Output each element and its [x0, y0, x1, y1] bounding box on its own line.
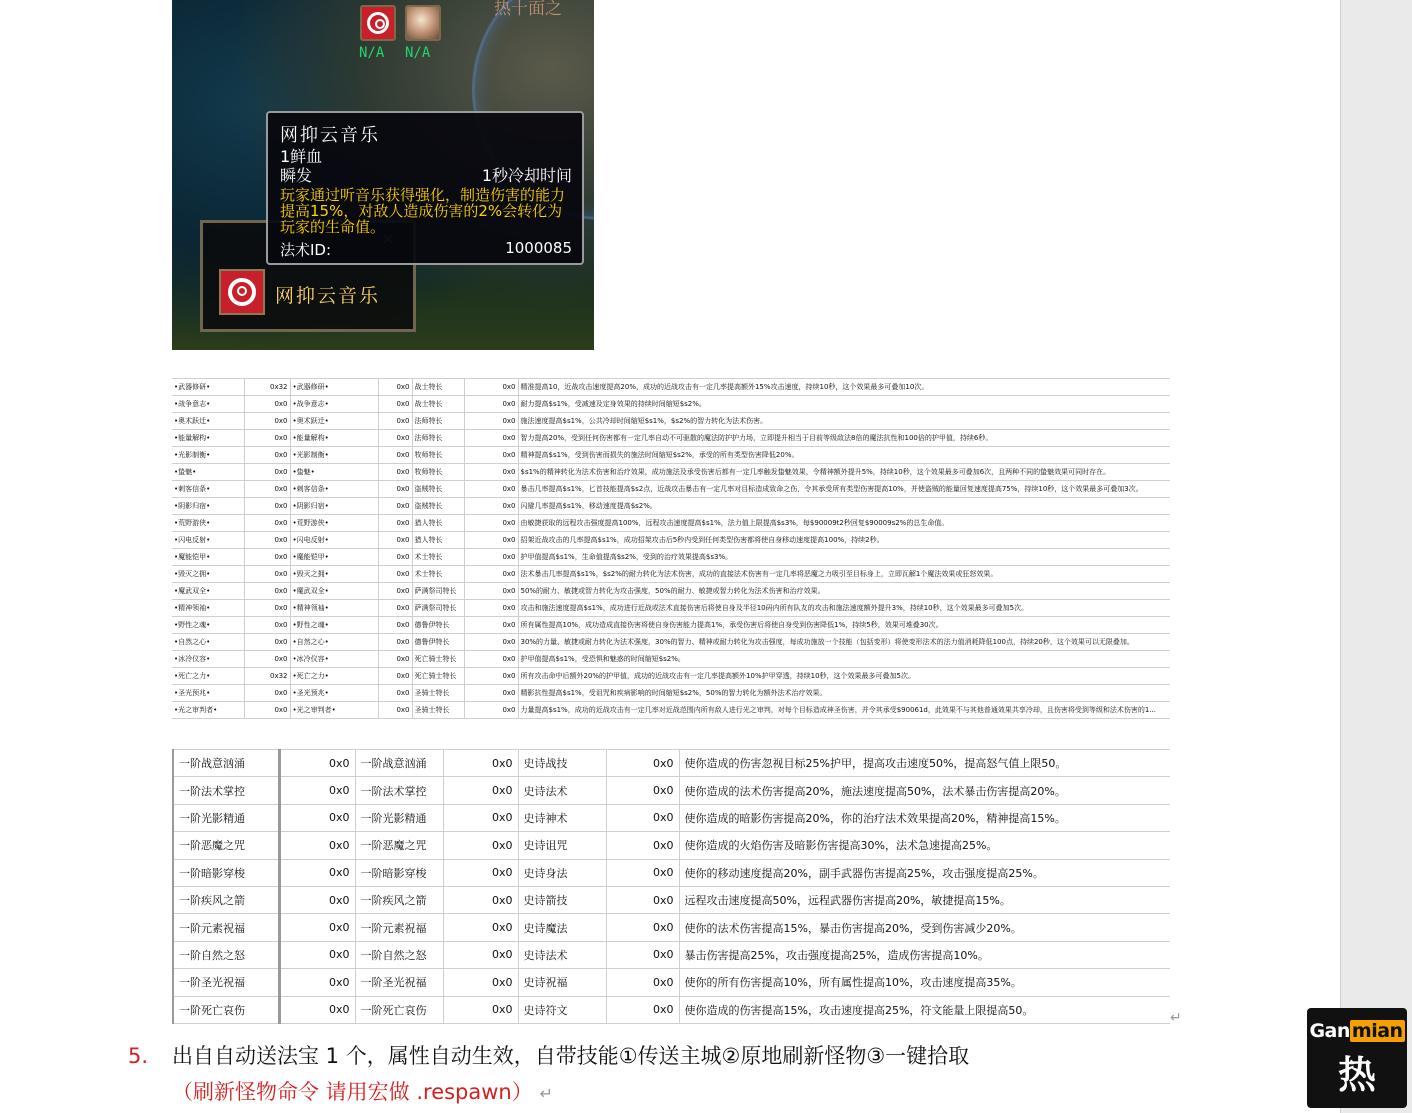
table-cell: 0x0	[279, 804, 355, 831]
table-cell: 使你的所有伤害提高10%，所有属性提高10%，攻击速度提高35%。	[679, 969, 1170, 996]
list-text-line1: 出自自动送法宝 1 个，属性自动生效，自带技能①传送主城②原地刷新怪物③一键拾取	[172, 1044, 970, 1068]
table-row	[172, 651, 1170, 668]
table-cell: 使你造成的伤害提高15%，攻击速度提高25%，符文能量上限提高50。	[679, 996, 1170, 1023]
table-cell: 0x0	[378, 617, 412, 634]
table-cell: •圣光预兆•	[172, 685, 244, 702]
table-cell: 0x0	[378, 379, 412, 396]
tooltip-cast-time: 瞬发	[280, 166, 313, 185]
table-cell: 0x0	[464, 532, 518, 549]
table-cell: 0x0	[378, 464, 412, 481]
table-cell: 0x0	[443, 832, 518, 859]
table-cell: •魔能铠甲•	[172, 549, 244, 566]
table-cell: 一阶疾风之箭	[355, 886, 443, 913]
table-cell: 史诗诅咒	[518, 832, 606, 859]
table-cell: •野性之魂•	[172, 617, 244, 634]
table-row	[172, 668, 1170, 685]
table-cell: 0x0	[464, 430, 518, 447]
table-cell: 死亡骑士特长	[412, 651, 464, 668]
table-cell: 护甲值提高$s1%，受恐惧和魅惑的时间缩短$s2%。	[518, 651, 1170, 668]
table-cell: 一阶暗影穿梭	[355, 859, 443, 886]
table-cell: 一阶死亡哀伤	[355, 996, 443, 1023]
table-cell: 史诗箭技	[518, 886, 606, 913]
table-cell: 0x0	[279, 886, 355, 913]
table-cell: 0x32	[244, 668, 290, 685]
table-cell: •光影制衡•	[172, 447, 244, 464]
table-cell: •能量解构•	[290, 430, 378, 447]
table-cell: 0x0	[279, 750, 355, 777]
table-cell: 0x0	[378, 566, 412, 583]
portrait-buff-icon[interactable]	[405, 5, 441, 41]
hud-banner-text: 热十面之	[494, 0, 562, 19]
tooltip-id-value: 1000085	[505, 239, 572, 257]
table-cell: 史诗神术	[518, 804, 606, 831]
buff-duration-label: N/A	[405, 45, 431, 61]
table-cell: •自然之心•	[172, 634, 244, 651]
table-cell: •蛰魅•	[172, 464, 244, 481]
table-cell: 0x0	[378, 651, 412, 668]
table-row	[172, 515, 1170, 532]
table-cell: 0x0	[378, 498, 412, 515]
table-cell: 牧师特长	[412, 464, 464, 481]
table-cell: 0x0	[378, 396, 412, 413]
table-cell: 牧师特长	[412, 447, 464, 464]
table-cell: 0x0	[443, 914, 518, 941]
table-row	[172, 600, 1170, 617]
table-cell: 由敏捷获取的远程攻击强度提高100%，远程攻击速度提高$s1%，法力值上限提高$s3%，每$90009t2秒回复$90009s2%的总生命值。	[518, 515, 1170, 532]
table-cell: 萨满祭司特长	[412, 600, 464, 617]
table-cell: •光之审判者•	[290, 702, 378, 719]
table-cell: 0x0	[378, 481, 412, 498]
table-cell: 一阶战意汹涌	[355, 750, 443, 777]
table-cell: •精神领袖•	[172, 600, 244, 617]
table-cell: 史诗法术	[518, 777, 606, 804]
table-cell: •闪电反射•	[172, 532, 244, 549]
table-cell: 死亡骑士特长	[412, 668, 464, 685]
table-row	[172, 464, 1170, 481]
table-cell: 0x0	[464, 413, 518, 430]
table-cell: 猎人特长	[412, 532, 464, 549]
table-cell: 精准提高10，近战攻击速度提高20%，成功的近战攻击有一定几率提高额外15%攻击速度，持续10秒，这个效果最多可叠加10次。	[518, 379, 1170, 396]
table-cell: 0x0	[378, 668, 412, 685]
table-row	[173, 996, 1170, 1023]
table-cell: •魔武双全•	[172, 583, 244, 600]
list-item	[128, 1038, 1328, 1112]
ganmian-logo	[1307, 1008, 1407, 1108]
table-cell: 萨满祭司特长	[412, 583, 464, 600]
table-row	[172, 617, 1170, 634]
table-cell: 0x0	[606, 996, 679, 1023]
table-cell: 一阶战意汹涌	[173, 750, 279, 777]
list-number: 5.	[128, 1044, 149, 1068]
table-cell: 0x0	[244, 396, 290, 413]
table-cell: 0x0	[378, 430, 412, 447]
table-cell: 0x0	[606, 941, 679, 968]
table-cell: 0x0	[606, 750, 679, 777]
table-cell: 法术暴击几率提高$s1%，$s2%的耐力转化为法术伤害，成功的直接法术伤害有一定几率将恶魔之力吸引至目标身上，立即瓦解1个魔法效果或狂怒效果。	[518, 566, 1170, 583]
table-cell: 0x0	[464, 600, 518, 617]
table-cell: 0x0	[464, 634, 518, 651]
viewer-margin	[1340, 0, 1412, 1113]
table-cell: 0x0	[443, 886, 518, 913]
table-cell: 0x0	[244, 430, 290, 447]
table-cell: 0x0	[244, 600, 290, 617]
table-cell: 法师特长	[412, 430, 464, 447]
table-row	[172, 430, 1170, 447]
table-cell: 猎人特长	[412, 515, 464, 532]
table-cell: 0x0	[606, 914, 679, 941]
table-cell: 0x0	[464, 481, 518, 498]
table-cell: 0x0	[464, 668, 518, 685]
table-cell: 0x0	[244, 447, 290, 464]
table-cell: 0x0	[244, 481, 290, 498]
table-row	[173, 750, 1170, 777]
table-cell: 使你的法术伤害提高15%，暴击伤害提高20%，受到伤害减少20%。	[679, 914, 1170, 941]
table-cell: 一阶法术掌控	[173, 777, 279, 804]
table-cell: 所有属性提高10%，成功造成直接伤害将使自身伤害能力提高1%，承受伤害后将使自身受到伤害降低1%，持续5秒，效果可堆叠30次。	[518, 617, 1170, 634]
table-cell: 30%的力量、敏捷或耐力转化为法术强度，30%的智力、精神或耐力转化为攻击强度，每成功施放一个技能（包括变形）将使变形法术的法力值消耗降低100点，持续20秒，这个效果可以无限叠加。	[518, 634, 1170, 651]
table-cell: 盗贼特长	[412, 498, 464, 515]
table-row	[173, 804, 1170, 831]
table-cell: •阴影归宿•	[290, 498, 378, 515]
table-cell: •荒野游侠•	[290, 515, 378, 532]
table-cell: 0x0	[606, 804, 679, 831]
table-cell: 0x0	[279, 941, 355, 968]
table-cell: 0x0	[244, 702, 290, 719]
table-cell: 0x0	[464, 379, 518, 396]
table-cell: 0x0	[464, 447, 518, 464]
table-cell: 0x0	[464, 617, 518, 634]
table-cell: 0x0	[244, 413, 290, 430]
table-cell: •刺客信条•	[172, 481, 244, 498]
table-cell: 0x0	[244, 634, 290, 651]
list-text-line2: （刷新怪物命令 请用宏做 .respawn）	[172, 1080, 533, 1104]
table-cell: 一阶元素祝福	[173, 914, 279, 941]
table-cell: •奥术跃迁•	[290, 413, 378, 430]
table-cell: •奥术跃迁•	[172, 413, 244, 430]
table-cell: 0x0	[606, 969, 679, 996]
table-cell: •能量解构•	[172, 430, 244, 447]
table-row	[172, 481, 1170, 498]
table-cell: 史诗身法	[518, 859, 606, 886]
table-cell: 一阶元素祝福	[355, 914, 443, 941]
table-cell: 0x0	[378, 634, 412, 651]
table-cell: 精影抗性提高$s1%，受诅咒和疾病影响的时间缩短$s2%，50%的智力转化为额外法术治疗效果。	[518, 685, 1170, 702]
table-cell: •武器修研•	[290, 379, 378, 396]
table-cell: •刺客信条•	[290, 481, 378, 498]
table-cell: 护甲值提高$s1%，生命值提高$s2%，受到的治疗效果提高$s3%。	[518, 549, 1170, 566]
table-cell: 0x0	[378, 413, 412, 430]
table-cell: 使你的移动速度提高20%，副手武器伤害提高25%，攻击强度提高25%。	[679, 859, 1170, 886]
table-cell: 史诗符文	[518, 996, 606, 1023]
tooltip-id-label: 法术ID:	[280, 241, 332, 259]
spell-tooltip	[266, 111, 584, 265]
table-cell: •光之审判者•	[172, 702, 244, 719]
table-cell: •阴影归宿•	[172, 498, 244, 515]
table-row	[172, 702, 1170, 719]
table-cell: 0x0	[464, 685, 518, 702]
table-cell: 法师特长	[412, 413, 464, 430]
table-cell: •武器修研•	[172, 379, 244, 396]
table-cell: 一阶法术掌控	[355, 777, 443, 804]
table-row	[173, 832, 1170, 859]
table-cell: 一阶圣光祝福	[355, 969, 443, 996]
table-cell: •闪电反射•	[290, 532, 378, 549]
table-cell: •魔武双全•	[290, 583, 378, 600]
table-cell: •冰冷仪容•	[290, 651, 378, 668]
table-cell: 使你造成的暗影伤害提高20%，你的治疗法术效果提高20%，精神提高15%。	[679, 804, 1170, 831]
table-cell: 0x0	[244, 617, 290, 634]
table-row	[172, 549, 1170, 566]
table-cell: 0x0	[443, 777, 518, 804]
table-cell: 0x0	[279, 996, 355, 1023]
tooltip-title: 网抑云音乐	[280, 125, 380, 146]
table-cell: 战士特长	[412, 396, 464, 413]
table-row	[172, 447, 1170, 464]
table-cell: 德鲁伊特长	[412, 617, 464, 634]
table-cell: 0x0	[244, 583, 290, 600]
tooltip-cooldown: 1秒冷却时间	[481, 166, 572, 185]
epic-skill-table	[172, 749, 1170, 1024]
table-row	[172, 566, 1170, 583]
table-cell: 0x0	[606, 886, 679, 913]
table-cell: •战争意志•	[290, 396, 378, 413]
tooltip-description: 玩家通过听音乐获得强化，制造伤害的能力提高15%，对敌人造成伤害的2%会转化为玩家的生命值。	[280, 186, 566, 236]
table-cell: 圣骑士特长	[412, 685, 464, 702]
table-cell: 0x0	[378, 583, 412, 600]
table-cell: 远程攻击速度提高50%，远程武器伤害提高20%，敏捷提高15%。	[679, 886, 1170, 913]
paragraph-mark: ↵	[539, 1084, 553, 1103]
table-row	[173, 969, 1170, 996]
table-row	[173, 886, 1170, 913]
table-cell: •圣光预兆•	[290, 685, 378, 702]
table-cell: $s1%的精神转化为法术伤害和治疗效果，成功施法及承受伤害后都有一定几率触发蛰魅效果，令精神额外提升5%，持续10秒，这个效果最多可叠加6次，且两种不同的蛰魅效果可同时存在。	[518, 464, 1170, 481]
table-cell: 0x0	[443, 804, 518, 831]
table-cell: 一阶光影精通	[355, 804, 443, 831]
table-cell: •冰冷仪容•	[172, 651, 244, 668]
table-cell: 使你造成的火焰伤害及暗影伤害提高30%，法术急速提高25%。	[679, 832, 1170, 859]
table-cell: 招架近战攻击的几率提高$s1%，成功招架攻击后5秒内受到任何类型伤害都将使自身移动速度提高100%，持续2秒。	[518, 532, 1170, 549]
table-cell: 0x0	[244, 498, 290, 515]
table-cell: 0x0	[279, 969, 355, 996]
table-cell: 0x0	[279, 832, 355, 859]
table-row	[172, 379, 1170, 396]
table-cell: 0x0	[378, 600, 412, 617]
table-cell: •自然之心•	[290, 634, 378, 651]
table-cell: 0x0	[279, 859, 355, 886]
table-cell: 一阶疾风之箭	[173, 886, 279, 913]
table-cell: 一阶自然之怒	[355, 941, 443, 968]
table-row	[172, 685, 1170, 702]
table-cell: •蛰魅•	[290, 464, 378, 481]
table-cell: 史诗魔法	[518, 914, 606, 941]
table-cell: 史诗战技	[518, 750, 606, 777]
table-cell: •死亡之力•	[290, 668, 378, 685]
table-cell: 0x0	[244, 515, 290, 532]
table-cell: 0x0	[378, 685, 412, 702]
table-cell: 0x0	[378, 515, 412, 532]
table-cell: •精神领袖•	[290, 600, 378, 617]
buff-duration-label: N/A	[359, 45, 385, 61]
table-cell: 一阶光影精通	[173, 804, 279, 831]
table-cell: 0x0	[378, 447, 412, 464]
table-cell: •荒野游侠•	[172, 515, 244, 532]
table-cell: 0x32	[244, 379, 290, 396]
logo-text-left: Gan	[1309, 1020, 1350, 1042]
table-cell: 一阶死亡哀伤	[173, 996, 279, 1023]
table-cell: 一阶圣光祝福	[173, 969, 279, 996]
table-cell: 0x0	[279, 777, 355, 804]
table-cell: 所有攻击命中后额外20%的护甲值，成功的近战攻击有一定几率提高额外10%护甲穿透，持续10秒，这个效果最多可叠加5次。	[518, 668, 1170, 685]
table-cell: 0x0	[443, 969, 518, 996]
table-cell: 0x0	[279, 914, 355, 941]
table-cell: 史诗法术	[518, 941, 606, 968]
table-cell: •战争意志•	[172, 396, 244, 413]
spell-icon[interactable]	[219, 269, 265, 315]
table-cell: 术士特长	[412, 549, 464, 566]
table-cell: 闪避几率提高$s1%，移动速度提高$s2%。	[518, 498, 1170, 515]
table-cell: 一阶暗影穿梭	[173, 859, 279, 886]
table-cell: 0x0	[464, 566, 518, 583]
logo-character: 热	[1337, 1052, 1376, 1097]
table-cell: 0x0	[244, 651, 290, 668]
table-cell: •魔能铠甲•	[290, 549, 378, 566]
table-cell: 力量提高$s1%，成功的近战攻击有一定几率对近战范围内所有敌人进行光之审判，对每个目标造成神圣伤害，并令其承受$90061d，此效果不与其他普通效果共享冷却，且伤害将受到等级和法术伤害的1...	[518, 702, 1170, 719]
table-cell: 暴击几率提高$s1%，匕首技能提高$s2点，近战攻击暴击有一定几率对目标造成致命之伤，令其承受所有类型伤害提高10%，并使盗贼的能量回复速度提高75%，持续10秒，这个效果最多可叠加3次。	[518, 481, 1170, 498]
table-cell: 0x0	[606, 832, 679, 859]
talent-table	[172, 378, 1170, 719]
table-cell: 0x0	[464, 396, 518, 413]
table-cell: 战士特长	[412, 379, 464, 396]
table-cell: •光影制衡•	[290, 447, 378, 464]
table-row	[173, 777, 1170, 804]
table-cell: 耐力提高$s1%，受减速及定身效果的持续时间缩短$s2%。	[518, 396, 1170, 413]
table-cell: 0x0	[464, 464, 518, 481]
spell-name: 网抑云音乐	[275, 285, 381, 307]
table-cell: 0x0	[443, 750, 518, 777]
table-cell: 一阶恶魔之咒	[355, 832, 443, 859]
table-cell: 智力提高20%，受到任何伤害都有一定几率自动不可驱散的魔法防护护力场，立即提升相当于目前等级敌法8倍的魔法抗性和100倍的护甲值，持续6秒。	[518, 430, 1170, 447]
table-cell: 0x0	[378, 549, 412, 566]
table-row	[173, 941, 1170, 968]
table-row	[172, 532, 1170, 549]
table-cell: •死亡之力•	[172, 668, 244, 685]
table-cell: 0x0	[464, 549, 518, 566]
table-row	[172, 413, 1170, 430]
table-row	[172, 634, 1170, 651]
table-cell: 圣骑士特长	[412, 702, 464, 719]
table-cell: 0x0	[464, 498, 518, 515]
table-cell: 50%的耐力、敏捷或智力转化为攻击强度，50%的耐力、敏捷或智力转化为法术伤害和治疗效果。	[518, 583, 1170, 600]
table-cell: 术士特长	[412, 566, 464, 583]
table-cell: 史诗祝福	[518, 969, 606, 996]
table-row	[173, 914, 1170, 941]
paragraph-mark: ↵	[1170, 1010, 1182, 1026]
table-cell: 0x0	[244, 549, 290, 566]
table-cell: 使你造成的伤害忽视目标25%护甲，提高攻击速度50%，提高怒气值上限50。	[679, 750, 1170, 777]
table-cell: 一阶自然之怒	[173, 941, 279, 968]
table-cell: 盗贼特长	[412, 481, 464, 498]
table-cell: 暴击伤害提高25%，攻击强度提高25%，造成伤害提高10%。	[679, 941, 1170, 968]
tooltip-cost: 1鲜血	[280, 147, 323, 166]
netease-music-icon	[228, 278, 256, 306]
table-cell: 施法速度提高$s1%，公共冷却时间缩短$s1%，$s2%的智力转化为法术伤害。	[518, 413, 1170, 430]
table-cell: 0x0	[244, 685, 290, 702]
table-cell: 0x0	[443, 941, 518, 968]
table-row	[172, 396, 1170, 413]
netease-music-buff-icon[interactable]	[360, 5, 396, 41]
table-cell: 0x0	[464, 651, 518, 668]
table-cell: 0x0	[244, 464, 290, 481]
table-cell: •野性之魂•	[290, 617, 378, 634]
netease-music-icon	[367, 12, 389, 34]
table-cell: 0x0	[606, 859, 679, 886]
table-cell: 精神提高$s1%，受到伤害而损失的施法时间缩短$s2%，承受的所有类型伤害降低20%。	[518, 447, 1170, 464]
table-cell: 0x0	[443, 859, 518, 886]
table-cell: 一阶恶魔之咒	[173, 832, 279, 859]
game-screenshot	[172, 0, 594, 350]
table-cell: 0x0	[464, 583, 518, 600]
table-row	[172, 498, 1170, 515]
table-cell: 0x0	[606, 777, 679, 804]
table-cell: 攻击和施法速度提高$s1%，成功进行近战或法术直接伤害后将使自身及半径10码内所有队友的攻击和施法速度额外提升3%，持续10秒，这个效果最多可叠加5次。	[518, 600, 1170, 617]
table-cell: 德鲁伊特长	[412, 634, 464, 651]
table-cell: 0x0	[378, 532, 412, 549]
table-cell: 0x0	[464, 702, 518, 719]
logo-text-right: mian	[1351, 1020, 1403, 1042]
table-row	[173, 859, 1170, 886]
table-cell: 0x0	[244, 566, 290, 583]
table-cell: 0x0	[443, 996, 518, 1023]
table-cell: •毁灭之拥•	[290, 566, 378, 583]
table-cell: 0x0	[378, 702, 412, 719]
table-cell: 0x0	[244, 532, 290, 549]
table-row	[172, 583, 1170, 600]
table-cell: •毁灭之拥•	[172, 566, 244, 583]
table-cell: 0x0	[464, 515, 518, 532]
table-cell: 使你造成的法术伤害提高20%，施法速度提高50%，法术暴击伤害提高20%。	[679, 777, 1170, 804]
